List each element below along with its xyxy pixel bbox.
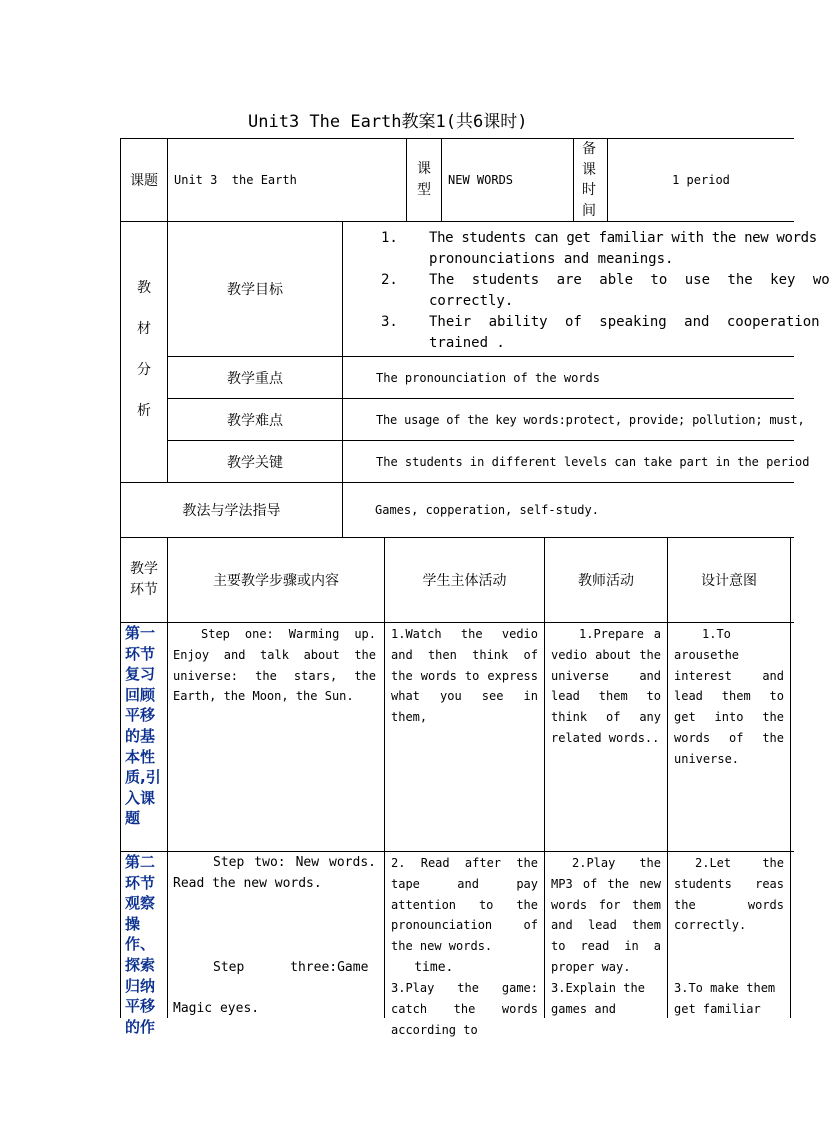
- column-header-student: 学生主体活动: [422, 573, 507, 589]
- stage-intent: 3.To make them get familiar: [674, 981, 776, 1016]
- column-header-stage: 教学环节: [130, 561, 158, 598]
- table-rule-v: [441, 138, 442, 221]
- method-label: 教法与学法指导: [182, 503, 281, 519]
- stage-student-activity: 1.Watch the vedio and then think of the words to express what you see in them,: [391, 627, 538, 725]
- stage-content: Step two: New words. Read the new words.: [173, 855, 376, 891]
- key-label: 教学关键: [227, 454, 283, 471]
- goal-text: The students can get familiar with the new words: [429, 230, 817, 246]
- column-header-content: 主要教学步骤或内容: [213, 573, 339, 589]
- stage-name: 第一环节复习回顾平移的基本性质,引入课题: [125, 624, 161, 828]
- stage-name: 第二环节观察操作、探索归纳平移的作: [125, 853, 156, 1036]
- stage-teacher-activity: 2.Play the MP3 of the new words for them and lead them to read in a proper way.: [551, 856, 661, 974]
- focus-label: 教学重点: [227, 370, 283, 387]
- goal-text-cont: trained .: [429, 335, 505, 351]
- table-rule-v: [573, 138, 574, 221]
- topic-value: Unit 3 the Earth: [174, 173, 297, 187]
- stage-content: Magic eyes.: [173, 1001, 260, 1016]
- stage-teacher-activity: 1.Prepare a vedio about the universe and lead them to think of any related words..: [551, 627, 661, 745]
- goal-text: The students are able to use the key wo: [429, 272, 830, 288]
- stage-intent: 1.To arousethe interest and lead them to get into the words of the universe.: [674, 627, 784, 766]
- table-rule-v: [790, 537, 791, 1018]
- goal-text-cont: pronounciations and meanings.: [429, 251, 674, 267]
- time-label: 备课时间: [582, 141, 596, 219]
- table-border-left: [120, 138, 121, 1018]
- stage-intent: 2.Let the students reas the words correctly.: [674, 856, 784, 933]
- stage-student-activity: 3.Play the game: catch the words according to: [391, 981, 538, 1037]
- type-label: 课型: [417, 161, 431, 198]
- goal-label: 教学目标: [227, 282, 283, 298]
- goal-number: 1.: [381, 230, 398, 246]
- time-value: 1 period: [672, 173, 730, 187]
- analysis-label: 教材分析: [137, 280, 151, 419]
- method-value: Games, copperation, self-study.: [375, 503, 599, 517]
- goal-number: 2.: [381, 272, 398, 288]
- focus-value: The pronounciation of the words: [376, 370, 600, 385]
- goal-list: [343, 222, 830, 356]
- key-value: The students in different levels can take part in the period: [376, 454, 810, 469]
- stage-teacher-activity: 3.Explain the games and: [551, 981, 645, 1016]
- table-rule-v: [406, 138, 407, 221]
- difficulty-label: 教学难点: [227, 412, 283, 429]
- stage-content: Step one: Warming up. Enjoy and talk about the universe: the stars, the Earth, the Moon, the Sun.: [173, 627, 376, 704]
- document-title: Unit3 The Earth教案1(共6课时): [248, 112, 528, 132]
- stage-content: [173, 957, 454, 979]
- topic-label: 课题: [130, 173, 158, 189]
- stage-content-step: Step three:Game time.: [213, 960, 454, 975]
- goal-number: 3.: [381, 314, 398, 330]
- column-header-teacher: 教师活动: [578, 573, 634, 589]
- type-value: NEW WORDS: [448, 173, 514, 187]
- column-header-intent: 设计意图: [701, 573, 757, 589]
- difficulty-value: The usage of the key words:protect, provide; pollution; must,: [376, 412, 805, 427]
- goal-text: Their ability of speaking and cooperation: [429, 314, 820, 330]
- table-rule: [120, 622, 794, 623]
- goal-text-cont: correctly.: [429, 293, 514, 309]
- stage-student-activity: 2. Read after the tape and pay attention to the pronounciation of the new words.: [391, 856, 538, 954]
